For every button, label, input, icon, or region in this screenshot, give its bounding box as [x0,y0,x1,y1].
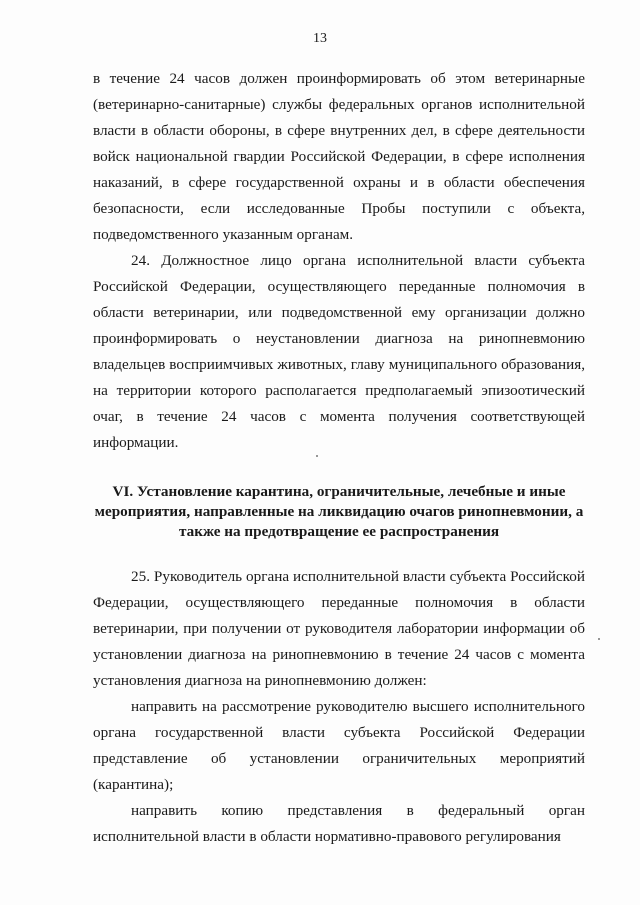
scan-speck [316,455,318,457]
paragraph-item-2: направить копию представления в федеральный орган исполнительной власти в области нормативно-правового регулирования [93,802,585,845]
paragraph-24: 24. Должностное лицо органа исполнительной власти субъекта Российской Федерации, осуществляющего переданные полномочия в области ветеринарии, или подведомственной ему организации должно проинформировать о неустановлении диагноза на ринопневмонию владельцев восприимчивых животных, главу муниципального образования, на территории которого располагается предполагаемый эпизоотический очаг, в течение 24 часов с момента получения соответствующей информации. [93,252,585,451]
paragraph-continuation: в течение 24 часов должен проинформировать об этом ветеринарные (ветеринарно-санитарные) службы федеральных органов исполнительной власти в области обороны, в сфере внутренних дел, в сфере деятельности войск национальной гвардии Российской Федерации, в сфере исполнения наказаний, в сфере государственной охраны и в области обеспечения безопасности, если исследованные Пробы поступили с объекта, подведомственного указанным органам. [93,70,585,243]
section-heading: VI. Установление карантина, ограничительные, лечебные и иные мероприятия, направленные на ликвидацию очагов ринопневмонии, а также на предотвращение ее распространения [94,483,584,540]
spacer [93,456,585,482]
document-body [93,66,585,850]
page-number: 13 [313,31,327,46]
spacer [93,542,585,564]
scan-speck [598,638,600,640]
paragraph-item-1: направить на рассмотрение руководителю высшего исполнительного органа государственной власти субъекта Российской Федерации представление об установлении ограничительных мероприятий (карантина); [93,698,585,793]
paragraph-25: 25. Руководитель органа исполнительной власти субъекта Российской Федерации, осуществляющего переданные полномочия в области ветеринарии, при получении от руководителя лаборатории информации об установлении диагноза на ринопневмонию в течение 24 часов с момента установления диагноза на ринопневмонию должен: [93,568,585,689]
